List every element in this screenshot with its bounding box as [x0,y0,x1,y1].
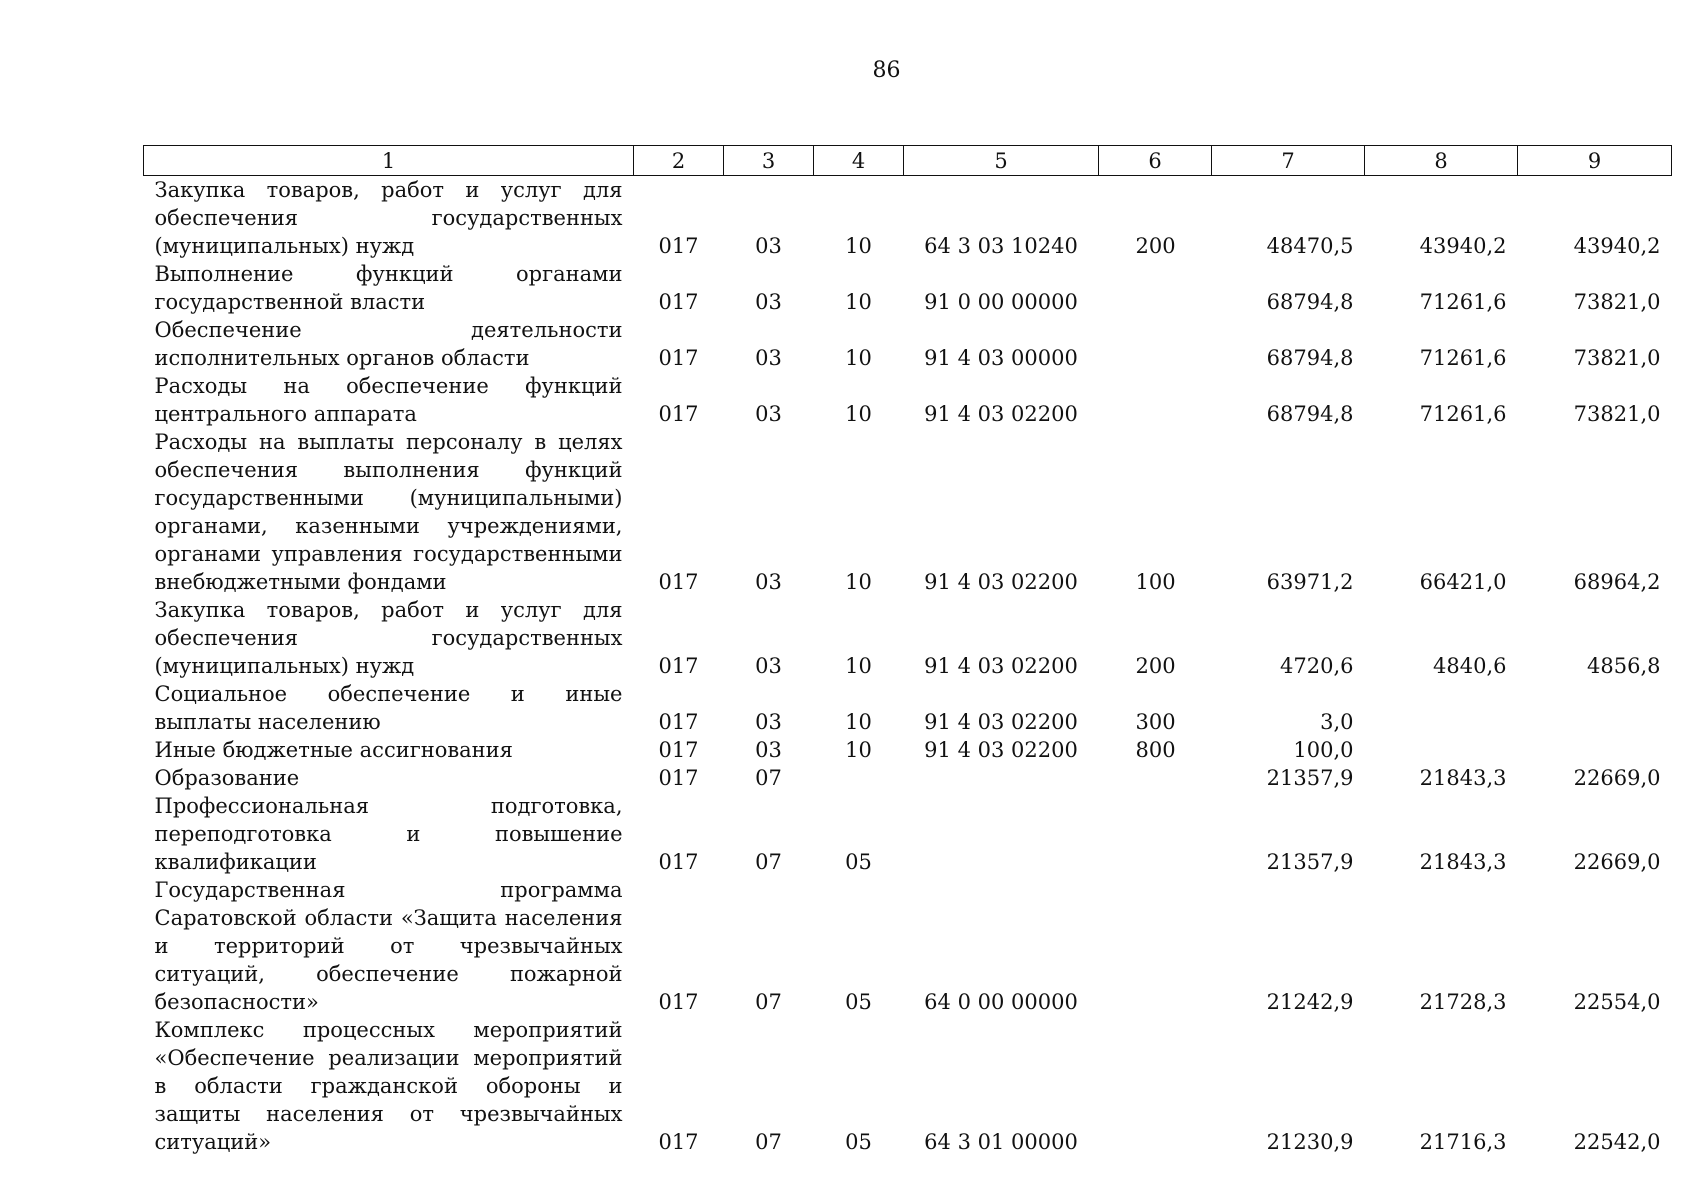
header-col-4: 4 [814,146,904,176]
table-row [144,680,1672,736]
cell-col-7: 48470,5 [1266,234,1354,258]
cell-col-9: 43940,2 [1573,234,1661,258]
cell-col-6: 200 [1135,234,1176,258]
page-number: 86 [872,58,901,83]
cell-col-3: 07 [755,1130,782,1154]
cell-col-8 [1365,736,1518,764]
table-row [144,736,1672,764]
cell-col-6: 200 [1135,654,1176,678]
table-row [144,876,1672,1016]
header-col-2: 2 [634,146,724,176]
cell-col-4: 10 [845,290,872,314]
cell-col-2: 017 [658,346,699,370]
cell-col-6 [1099,1016,1212,1156]
row-name: Расходы на выплаты персоналу в целях обеспечения выполнения функций государственными (муниципальными) органами, казенными учреждениями, органами управления государственными внебюджетными фондами [154,430,623,594]
row-name: Закупка товаров, работ и услуг для обеспечения государственных (муниципальных) нужд [154,598,623,678]
cell-col-9: 22542,0 [1573,1130,1661,1154]
cell-col-4: 10 [845,710,872,734]
cell-col-2: 017 [658,402,699,426]
row-name: Профессиональная подготовка, переподготовка и повышение квалификации [154,794,623,874]
row-name: Выполнение функций органами государственной власти [154,262,623,314]
cell-col-8: 71261,6 [1419,290,1507,314]
cell-col-9: 4856,8 [1587,654,1661,678]
cell-col-2: 017 [658,290,699,314]
cell-col-6 [1099,316,1212,372]
row-name: Социальное обеспечение и иные выплаты населению [154,682,623,734]
cell-col-9: 73821,0 [1573,346,1661,370]
cell-col-8: 21716,3 [1419,1130,1507,1154]
cell-col-7: 21242,9 [1266,990,1354,1014]
budget-table [143,145,1672,1156]
header-col-8: 8 [1365,146,1518,176]
header-row [144,146,1672,176]
cell-col-3: 03 [755,654,782,678]
row-name: Обеспечение деятельности исполнительных органов области [154,318,623,370]
cell-col-3: 03 [755,710,782,734]
cell-col-5: 64 0 00 00000 [924,990,1078,1014]
cell-col-5: 91 4 03 02200 [924,654,1078,678]
row-name: Государственная программа Саратовской области «Защита населения и территорий от чрезвычайных ситуаций, обеспечение пожарной безопасности» [154,878,623,1014]
cell-col-2: 017 [658,654,699,678]
cell-col-8: 71261,6 [1419,346,1507,370]
cell-col-8 [1365,680,1518,736]
cell-col-6: 800 [1135,738,1176,762]
cell-col-5: 91 4 03 00000 [924,346,1078,370]
cell-col-5 [904,764,1099,792]
cell-col-6 [1099,260,1212,316]
cell-col-4: 05 [845,850,872,874]
cell-col-7: 68794,8 [1266,402,1354,426]
table-body [144,176,1672,1157]
cell-col-9 [1518,680,1672,736]
cell-col-3: 07 [755,766,782,790]
cell-col-4: 10 [845,346,872,370]
cell-col-9: 73821,0 [1573,290,1661,314]
cell-col-7: 68794,8 [1266,346,1354,370]
cell-col-8: 71261,6 [1419,402,1507,426]
cell-col-7: 100,0 [1293,738,1354,762]
cell-col-9: 73821,0 [1573,402,1661,426]
cell-col-3: 03 [755,570,782,594]
row-name: Иные бюджетные ассигнования [154,738,513,762]
cell-col-3: 03 [755,234,782,258]
cell-col-5: 91 0 00 00000 [924,290,1078,314]
cell-col-7: 21357,9 [1266,766,1354,790]
cell-col-4: 10 [845,234,872,258]
cell-col-2: 017 [658,570,699,594]
table-header [144,146,1672,176]
cell-col-8: 4840,6 [1433,654,1507,678]
table-row [144,1016,1672,1156]
cell-col-5: 91 4 03 02200 [924,570,1078,594]
cell-col-8: 21843,3 [1419,850,1507,874]
row-name: Расходы на обеспечение функций центрального аппарата [154,374,623,426]
cell-col-5 [904,792,1099,876]
cell-col-4: 10 [845,570,872,594]
cell-col-8: 66421,0 [1419,570,1507,594]
cell-col-3: 03 [755,738,782,762]
cell-col-4: 05 [845,990,872,1014]
cell-col-6 [1099,876,1212,1016]
cell-col-5: 91 4 03 02200 [924,710,1078,734]
cell-col-5: 91 4 03 02200 [924,738,1078,762]
cell-col-2: 017 [658,234,699,258]
table-row [144,428,1672,596]
cell-col-8: 21843,3 [1419,766,1507,790]
table-row [144,260,1672,316]
row-name: Комплекс процессных мероприятий «Обеспечение реализации мероприятий в области гражданской обороны и защиты населения от чрезвычайных ситуаций» [154,1018,623,1154]
header-col-3: 3 [724,146,814,176]
cell-col-4 [814,764,904,792]
cell-col-3: 03 [755,402,782,426]
header-col-7: 7 [1212,146,1365,176]
cell-col-8: 21728,3 [1419,990,1507,1014]
cell-col-6 [1099,372,1212,428]
cell-col-6 [1099,792,1212,876]
cell-col-4: 10 [845,402,872,426]
cell-col-5: 91 4 03 02200 [924,402,1078,426]
cell-col-3: 03 [755,290,782,314]
row-name: Образование [154,766,300,790]
cell-col-2: 017 [658,766,699,790]
cell-col-3: 07 [755,990,782,1014]
cell-col-9: 22669,0 [1573,766,1661,790]
table-row [144,596,1672,680]
cell-col-6: 100 [1135,570,1176,594]
cell-col-2: 017 [658,738,699,762]
cell-col-9 [1518,736,1672,764]
cell-col-6 [1099,764,1212,792]
cell-col-7: 4720,6 [1280,654,1354,678]
cell-col-3: 03 [755,346,782,370]
header-col-6: 6 [1099,146,1212,176]
header-col-1: 1 [144,146,634,176]
cell-col-3: 07 [755,850,782,874]
cell-col-9: 68964,2 [1573,570,1661,594]
table-row [144,316,1672,372]
cell-col-4: 10 [845,738,872,762]
cell-col-2: 017 [658,1130,699,1154]
cell-col-7: 21357,9 [1266,850,1354,874]
header-col-9: 9 [1518,146,1672,176]
cell-col-2: 017 [658,710,699,734]
table-row [144,372,1672,428]
table-row [144,764,1672,792]
cell-col-5: 64 3 01 00000 [924,1130,1078,1154]
cell-col-9: 22669,0 [1573,850,1661,874]
cell-col-5: 64 3 03 10240 [924,234,1078,258]
cell-col-9: 22554,0 [1573,990,1661,1014]
cell-col-4: 10 [845,654,872,678]
table-row [144,176,1672,261]
cell-col-7: 63971,2 [1266,570,1354,594]
header-col-5: 5 [904,146,1099,176]
budget-table-container [143,145,1671,1156]
cell-col-2: 017 [658,850,699,874]
cell-col-2: 017 [658,990,699,1014]
cell-col-7: 3,0 [1320,710,1354,734]
row-name: Закупка товаров, работ и услуг для обеспечения государственных (муниципальных) нужд [154,178,623,258]
cell-col-8: 43940,2 [1419,234,1507,258]
cell-col-4: 05 [845,1130,872,1154]
table-row [144,792,1672,876]
cell-col-6: 300 [1135,710,1176,734]
cell-col-7: 68794,8 [1266,290,1354,314]
cell-col-7: 21230,9 [1266,1130,1354,1154]
